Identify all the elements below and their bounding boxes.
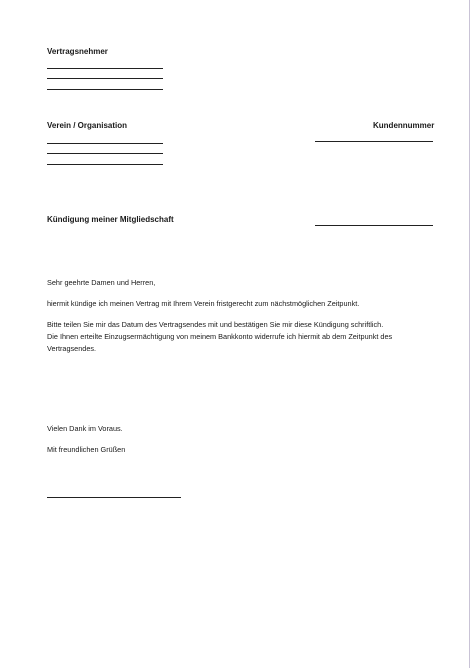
- page-border: [469, 0, 470, 668]
- sender-line-3: [47, 89, 163, 90]
- paragraph-2-line-1: Bitte teilen Sie mir das Datum des Vertragsendes mit und bestätigen Sie mir diese Kündigung schriftlich.: [47, 320, 384, 329]
- date-line: [315, 225, 433, 226]
- recipient-label: Verein / Organisation: [47, 121, 128, 130]
- signature-line: [47, 497, 181, 498]
- sender-line-2: [47, 78, 163, 79]
- paragraph-2-line-3: Vertragsendes.: [47, 344, 97, 353]
- customer-number-line: [315, 141, 433, 142]
- subject-line: Kündigung meiner Mitgliedschaft: [47, 215, 174, 224]
- paragraph-1: hiermit kündige ich meinen Vertrag mit Ihrem Verein fristgerecht zum nächstmöglichen Zeitpunkt.: [47, 299, 360, 308]
- sender-line-1: [47, 68, 163, 69]
- customer-number-label: Kundennummer: [373, 121, 435, 130]
- paragraph-2-line-2: Die Ihnen erteilte Einzugsermächtigung von meinem Bankkonto widerrufe ich hiermit ab dem Zeitpunkt des: [47, 332, 393, 341]
- closing-line: Mit freundlichen Grüßen: [47, 445, 126, 454]
- thanks-line: Vielen Dank im Voraus.: [47, 424, 123, 433]
- recipient-line-3: [47, 164, 163, 165]
- recipient-line-2: [47, 153, 163, 154]
- recipient-line-1: [47, 143, 163, 144]
- salutation: Sehr geehrte Damen und Herren,: [47, 278, 156, 287]
- sender-label: Vertragsnehmer: [47, 47, 108, 56]
